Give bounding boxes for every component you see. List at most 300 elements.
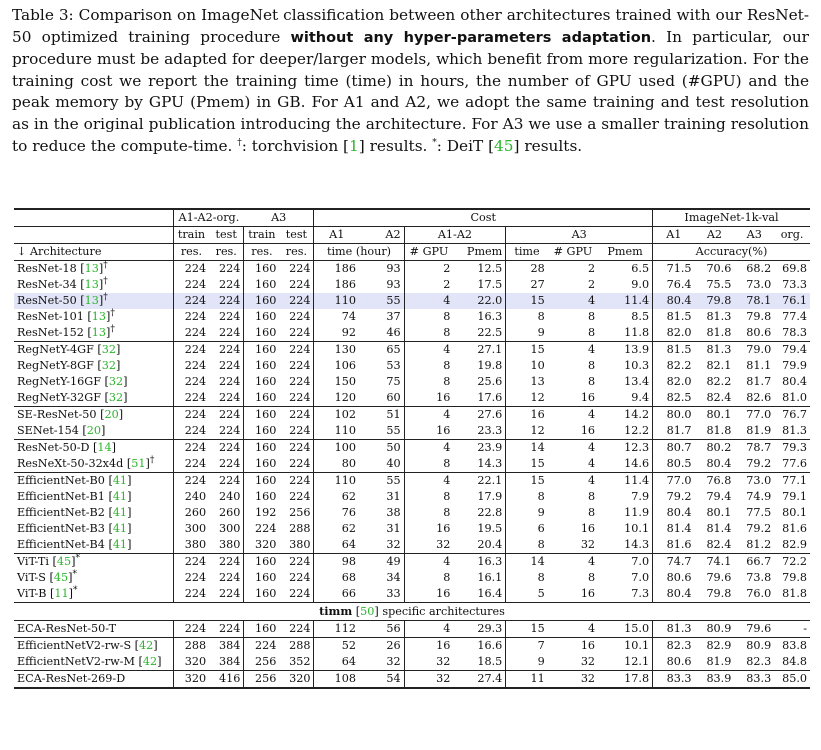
citation-link[interactable]: 11 bbox=[54, 587, 69, 600]
pmem-a3: 7.9 bbox=[631, 490, 650, 503]
citation-link[interactable]: 13 bbox=[84, 262, 99, 275]
gpu-a1a2: 8 bbox=[404, 505, 453, 521]
a1a2-train-res: 224 bbox=[173, 423, 209, 440]
architecture-name-cell bbox=[14, 293, 173, 309]
table-row bbox=[14, 570, 810, 586]
a1a2-train-res: 300 bbox=[173, 521, 209, 537]
acc-a1: 82.0 bbox=[653, 325, 695, 342]
timm-label: timm bbox=[319, 604, 353, 618]
a3-test-res: 224 bbox=[289, 278, 311, 291]
architecture-name: EfficientNet-B0 bbox=[17, 474, 105, 487]
acc-org: 81.0 bbox=[782, 391, 807, 404]
acc-org: 69.8 bbox=[774, 261, 810, 278]
gpu-a3: 2 bbox=[587, 278, 596, 291]
citation-link[interactable]: 20 bbox=[86, 424, 102, 437]
gpu-a1a2: 4 bbox=[404, 473, 453, 490]
pmem-a3: 10.1 bbox=[598, 638, 653, 655]
acc-a1: 80.0 bbox=[653, 407, 695, 424]
architecture-name: ECA-ResNet-50-T bbox=[17, 622, 117, 635]
gpu-a1a2: 8 bbox=[404, 374, 453, 390]
header-acc-a3: A3 bbox=[734, 227, 774, 244]
bracket: ] bbox=[111, 441, 117, 454]
a1a2-train-res: 224 bbox=[173, 277, 209, 293]
a1a2-train-res: 224 bbox=[173, 621, 209, 638]
pmem-a1a2: 22.0 bbox=[453, 293, 505, 309]
header-architecture: ↓ Architecture bbox=[14, 244, 173, 261]
citation-link[interactable]: 32 bbox=[101, 343, 117, 356]
bracket: ] bbox=[116, 359, 121, 372]
table-row bbox=[14, 505, 810, 521]
acc-org: 80.1 bbox=[782, 506, 807, 519]
source-mark: † bbox=[110, 308, 115, 319]
acc-a1: 81.5 bbox=[653, 342, 695, 359]
a3-train-res: 160 bbox=[244, 621, 279, 638]
a3-train-res: 160 bbox=[244, 261, 279, 278]
time-a2: 26 bbox=[359, 638, 404, 655]
a1a2-train-res: 224 bbox=[173, 358, 209, 374]
acc-org: 83.8 bbox=[774, 638, 810, 655]
pmem-a1a2: 20.4 bbox=[477, 538, 503, 551]
pmem-a3: 12.1 bbox=[624, 655, 650, 668]
pmem-a3: 14.6 bbox=[624, 457, 650, 470]
a3-train-res: 160 bbox=[244, 358, 279, 374]
acc-org: 77.4 bbox=[782, 310, 807, 323]
acc-org: 76.7 bbox=[774, 407, 810, 424]
bracket: [ bbox=[83, 326, 92, 339]
a3-train-res: 160 bbox=[244, 554, 279, 571]
acc-a3: 79.0 bbox=[734, 342, 774, 359]
a3-test-res: 224 bbox=[289, 375, 311, 388]
time-a1: 110 bbox=[314, 473, 359, 490]
pmem-a1a2: 16.6 bbox=[453, 638, 505, 655]
acc-a1: 81.5 bbox=[653, 309, 695, 325]
acc-a3: 78.1 bbox=[734, 293, 774, 309]
time-a3: 15 bbox=[506, 342, 548, 359]
pmem-a1a2: 14.3 bbox=[477, 457, 503, 470]
acc-a3: 73.0 bbox=[746, 278, 772, 291]
a1a2-test-res: 384 bbox=[209, 638, 244, 655]
acc-a2: 82.4 bbox=[706, 391, 732, 404]
acc-org: 79.3 bbox=[774, 440, 810, 457]
a1a2-test-res: 224 bbox=[209, 621, 244, 638]
citation-link[interactable]: 45 bbox=[56, 555, 72, 568]
acc-a2: 82.4 bbox=[706, 538, 732, 551]
acc-a3: 81.1 bbox=[746, 359, 772, 372]
gpu-a1a2: 4 bbox=[404, 407, 453, 424]
acc-org: 79.4 bbox=[774, 342, 810, 359]
acc-a3: 79.2 bbox=[746, 457, 772, 470]
architecture-name-cell bbox=[14, 489, 173, 505]
table-caption bbox=[12, 5, 809, 157]
header-time-hour: time (hour) bbox=[314, 244, 404, 261]
citation-link[interactable]: 14 bbox=[97, 441, 112, 454]
time-a3: 14 bbox=[506, 440, 548, 457]
acc-a2: 79.8 bbox=[695, 293, 735, 309]
a1a2-train-res: 224 bbox=[173, 554, 209, 571]
citation-link[interactable]: 13 bbox=[91, 326, 106, 339]
table-row bbox=[14, 261, 810, 278]
header-res: res. bbox=[279, 244, 314, 261]
a1a2-train-res: 224 bbox=[173, 293, 209, 309]
citation-link[interactable]: 42 bbox=[142, 655, 158, 668]
acc-a3: 80.9 bbox=[734, 638, 774, 655]
citation-link[interactable]: 41 bbox=[112, 490, 128, 503]
time-a1: 110 bbox=[314, 423, 359, 440]
a1a2-test-res: 224 bbox=[219, 391, 241, 404]
dagger-mark: † bbox=[237, 137, 242, 148]
acc-a2: 76.8 bbox=[695, 473, 735, 490]
header-pmem: Pmem bbox=[598, 244, 653, 261]
pmem-a3: 11.4 bbox=[598, 473, 653, 490]
time-a1: 64 bbox=[314, 537, 359, 554]
a1a2-train-res: 224 bbox=[173, 586, 209, 603]
pmem-a3: 9.0 bbox=[631, 278, 650, 291]
citation-link[interactable]: 51 bbox=[131, 457, 146, 470]
citation-link[interactable]: 13 bbox=[84, 294, 99, 307]
time-a2: 93 bbox=[386, 278, 401, 291]
acc-a3: 76.0 bbox=[746, 587, 772, 600]
bracket: [ bbox=[78, 424, 87, 437]
a1a2-train-res: 380 bbox=[173, 537, 209, 554]
architecture-name: EfficientNet-B3 bbox=[17, 522, 105, 535]
pmem-a1a2: 16.3 bbox=[477, 310, 503, 323]
pmem-a1a2: 25.6 bbox=[477, 375, 503, 388]
header-acc-a1: A1 bbox=[653, 227, 695, 244]
a3-train-res: 160 bbox=[244, 473, 279, 490]
caption-mid2: ] results. bbox=[358, 136, 433, 155]
acc-a2: 81.9 bbox=[706, 655, 732, 668]
table-row bbox=[14, 277, 810, 293]
source-mark: † bbox=[110, 324, 115, 335]
time-a3: 8 bbox=[506, 570, 548, 586]
time-a1: 64 bbox=[314, 654, 359, 671]
architecture-name: ViT-Ti bbox=[17, 555, 49, 568]
architecture-name: ResNet-152 bbox=[17, 326, 84, 339]
table-row bbox=[14, 621, 810, 638]
time-a1: 186 bbox=[314, 261, 359, 278]
citation-link[interactable]: 45 bbox=[494, 136, 514, 155]
citation-link[interactable]: 41 bbox=[112, 474, 128, 487]
citation-link[interactable]: 41 bbox=[112, 522, 128, 535]
a1a2-test-res: 224 bbox=[209, 342, 244, 359]
acc-a2: 83.9 bbox=[695, 671, 735, 689]
acc-a1: 81.3 bbox=[653, 621, 695, 638]
time-a2: 40 bbox=[386, 457, 401, 470]
a1a2-train-res: 224 bbox=[173, 390, 209, 407]
time-a3: 11 bbox=[506, 671, 548, 689]
time-a1: 112 bbox=[314, 621, 359, 638]
a3-test-res: 224 bbox=[279, 342, 314, 359]
acc-a1: 82.2 bbox=[653, 358, 695, 374]
pmem-a1a2: 17.9 bbox=[477, 490, 503, 503]
timm-rest: specific architectures bbox=[382, 605, 505, 618]
a3-train-res: 160 bbox=[244, 342, 279, 359]
pmem-a3: 10.3 bbox=[624, 359, 650, 372]
gpu-a3: 4 bbox=[548, 621, 598, 638]
architecture-name: EfficientNet-B2 bbox=[17, 506, 105, 519]
time-a3: 14 bbox=[506, 554, 548, 571]
bracket: ] bbox=[123, 391, 128, 404]
a3-test-res: 224 bbox=[289, 310, 311, 323]
architecture-name: RegNetY-32GF bbox=[17, 391, 101, 404]
a1a2-test-res: 224 bbox=[219, 326, 241, 339]
architecture-name-cell bbox=[14, 309, 173, 325]
time-a3: 15 bbox=[506, 473, 548, 490]
gpu-a3: 4 bbox=[548, 293, 598, 309]
citation-link[interactable]: 42 bbox=[139, 639, 154, 652]
gpu-a1a2: 2 bbox=[404, 261, 453, 278]
acc-a3: 83.3 bbox=[734, 671, 774, 689]
a1a2-test-res: 224 bbox=[219, 359, 241, 372]
time-a1: 108 bbox=[314, 671, 359, 689]
gpu-a1a2: 32 bbox=[404, 537, 453, 554]
architecture-name-cell bbox=[14, 358, 173, 374]
a3-test-res: 288 bbox=[279, 638, 314, 655]
source-mark: † bbox=[103, 276, 108, 287]
table-row bbox=[14, 440, 810, 457]
header-a3: A3 bbox=[244, 209, 314, 227]
architecture-name: EfficientNet-B1 bbox=[17, 490, 105, 503]
acc-org: 79.8 bbox=[782, 571, 807, 584]
a3-test-res: 224 bbox=[289, 326, 311, 339]
a3-train-res: 192 bbox=[244, 505, 279, 521]
pmem-a1a2: 23.3 bbox=[477, 424, 503, 437]
pmem-a3: 11.4 bbox=[598, 293, 653, 309]
bracket: ] bbox=[153, 639, 158, 652]
acc-a2: 80.1 bbox=[695, 407, 735, 424]
citation-link[interactable]: 13 bbox=[91, 310, 106, 323]
acc-a2: 80.1 bbox=[706, 506, 732, 519]
a1a2-test-res: 224 bbox=[219, 310, 241, 323]
acc-a2: 82.1 bbox=[706, 359, 732, 372]
a1a2-test-res: 380 bbox=[219, 538, 241, 551]
a1a2-test-res: 224 bbox=[219, 587, 241, 600]
time-a2: 31 bbox=[386, 522, 401, 535]
acc-a3: 79.2 bbox=[746, 522, 772, 535]
header-gpu: # GPU bbox=[548, 244, 598, 261]
acc-org: 82.9 bbox=[782, 538, 807, 551]
architecture-name-cell bbox=[14, 261, 173, 278]
bracket: [ bbox=[100, 375, 109, 388]
a3-test-res: 256 bbox=[289, 506, 311, 519]
time-a1: 120 bbox=[314, 390, 359, 407]
time-a3: 8 bbox=[506, 537, 548, 554]
bracket: [ bbox=[45, 571, 54, 584]
time-a3: 7 bbox=[506, 638, 548, 655]
gpu-a1a2: 8 bbox=[404, 570, 453, 586]
a3-test-res: 224 bbox=[279, 407, 314, 424]
pmem-a1a2: 29.3 bbox=[453, 621, 505, 638]
time-a2: 33 bbox=[386, 587, 401, 600]
a1a2-test-res: 224 bbox=[209, 293, 244, 309]
table-row bbox=[14, 358, 810, 374]
architecture-name-cell bbox=[14, 505, 173, 521]
citation-link[interactable]: 41 bbox=[112, 506, 128, 519]
time-a2: 93 bbox=[359, 261, 404, 278]
time-a1: 100 bbox=[314, 440, 359, 457]
a3-train-res: 224 bbox=[244, 521, 279, 537]
gpu-a3: 8 bbox=[587, 359, 596, 372]
gpu-a1a2: 32 bbox=[404, 654, 453, 671]
architecture-name-cell bbox=[14, 473, 173, 490]
acc-a1: 81.4 bbox=[653, 521, 695, 537]
bracket: ] bbox=[127, 474, 132, 487]
acc-a1: 82.5 bbox=[653, 390, 695, 407]
bracket: [ bbox=[93, 343, 102, 356]
bracket: ] bbox=[101, 424, 106, 437]
a3-train-res: 160 bbox=[244, 586, 279, 603]
a3-test-res: 224 bbox=[289, 490, 311, 503]
time-a1: 76 bbox=[314, 505, 359, 521]
a3-train-res: 160 bbox=[244, 309, 279, 325]
time-a3: 28 bbox=[506, 261, 548, 278]
a3-test-res: 224 bbox=[289, 457, 311, 470]
gpu-a3: 2 bbox=[548, 261, 598, 278]
gpu-a3: 4 bbox=[548, 342, 598, 359]
time-a2: 55 bbox=[386, 424, 401, 437]
citation-link[interactable]: 32 bbox=[108, 391, 124, 404]
header-a3-cost: A3 bbox=[506, 227, 653, 244]
time-a3: 27 bbox=[506, 277, 548, 293]
time-a3: 16 bbox=[506, 407, 548, 424]
citation-link[interactable]: 1 bbox=[349, 136, 359, 155]
pmem-a3: 7.0 bbox=[631, 571, 650, 584]
bracket: ] bbox=[116, 343, 121, 356]
acc-a3: 82.3 bbox=[746, 655, 772, 668]
gpu-a3: 32 bbox=[580, 655, 596, 668]
a3-test-res: 224 bbox=[289, 391, 311, 404]
gpu-a3: 8 bbox=[587, 326, 596, 339]
pmem-a1a2: 17.6 bbox=[477, 391, 503, 404]
a1a2-test-res: 224 bbox=[219, 278, 241, 291]
architecture-name: ViT-B bbox=[17, 587, 47, 600]
bracket: [ bbox=[48, 555, 57, 568]
a1a2-train-res: 260 bbox=[173, 505, 209, 521]
a1a2-test-res: 224 bbox=[219, 571, 241, 584]
table-row bbox=[14, 654, 810, 671]
gpu-a3: 8 bbox=[587, 310, 596, 323]
citation-link[interactable]: 32 bbox=[108, 375, 124, 388]
citation-link[interactable]: 45 bbox=[53, 571, 69, 584]
bracket: ] bbox=[157, 655, 162, 668]
acc-a3: 79.8 bbox=[746, 310, 772, 323]
architecture-name-cell bbox=[14, 554, 173, 571]
bracket: [ bbox=[123, 457, 132, 470]
architecture-name-cell bbox=[14, 586, 173, 603]
architecture-name: ResNet-50 bbox=[17, 294, 77, 307]
bracket: [ bbox=[104, 522, 113, 535]
architecture-name: SENet-154 bbox=[17, 424, 79, 437]
a1a2-train-res: 224 bbox=[173, 440, 209, 457]
header-accuracy: Accuracy(%) bbox=[653, 244, 810, 261]
pmem-a3: 9.4 bbox=[631, 391, 650, 404]
acc-a2: 82.2 bbox=[706, 375, 732, 388]
star-mark: * bbox=[432, 137, 437, 148]
gpu-a1a2: 8 bbox=[404, 456, 453, 473]
bracket: [ bbox=[131, 639, 140, 652]
gpu-a1a2: 16 bbox=[404, 521, 453, 537]
citation-link[interactable]: 13 bbox=[84, 278, 99, 291]
gpu-a1a2: 32 bbox=[404, 671, 453, 689]
a1a2-train-res: 224 bbox=[173, 374, 209, 390]
acc-org: 77.6 bbox=[782, 457, 807, 470]
time-a2: 49 bbox=[359, 554, 404, 571]
citation-link[interactable]: 32 bbox=[101, 359, 117, 372]
architecture-name-cell bbox=[14, 342, 173, 359]
architecture-name: RegNetY-16GF bbox=[17, 375, 101, 388]
a3-train-res: 160 bbox=[244, 489, 279, 505]
citation-link[interactable]: 41 bbox=[112, 538, 128, 551]
a1a2-train-res: 224 bbox=[173, 325, 209, 342]
acc-org: 79.9 bbox=[782, 359, 807, 372]
time-a3: 15 bbox=[506, 621, 548, 638]
table-row bbox=[14, 293, 810, 309]
header-org: org. bbox=[774, 227, 810, 244]
pmem-a3: 17.8 bbox=[598, 671, 653, 689]
citation-link[interactable]: 50 bbox=[360, 605, 375, 618]
pmem-a3: 15.0 bbox=[598, 621, 653, 638]
acc-a1: 83.3 bbox=[653, 671, 695, 689]
time-a1: 106 bbox=[314, 358, 359, 374]
architecture-name-cell bbox=[14, 456, 173, 473]
acc-a3: 79.6 bbox=[734, 621, 774, 638]
gpu-a1a2: 8 bbox=[404, 489, 453, 505]
pmem-a3: 14.3 bbox=[624, 538, 650, 551]
architecture-name: EfficientNet-B4 bbox=[17, 538, 105, 551]
time-a3: 12 bbox=[506, 390, 548, 407]
pmem-a3: 13.4 bbox=[624, 375, 650, 388]
pmem-a1a2: 16.3 bbox=[453, 554, 505, 571]
caption-mid: . In particular, our procedure must be adapted for deeper/larger models, which benefit from more regularization. For the training cost we report the training time (time) in hours, the number of GPU used (#GPU) and the peak memory by GPU (Pmem) in GB. For A1 and A2, we adopt the same training and test resolution as in the original publication introducing the architecture. For A3 we use a smaller training resolution to reduce the compute-time. bbox=[12, 27, 809, 155]
acc-a3: 80.6 bbox=[746, 326, 772, 339]
time-a3: 9 bbox=[506, 505, 548, 521]
source-mark: † bbox=[103, 260, 108, 271]
gpu-a3: 4 bbox=[548, 554, 598, 571]
time-a1: 80 bbox=[314, 456, 359, 473]
acc-a2: 70.6 bbox=[695, 261, 735, 278]
header-acc-a2: A2 bbox=[695, 227, 735, 244]
gpu-a3: 16 bbox=[580, 522, 596, 535]
acc-org: 81.6 bbox=[782, 522, 807, 535]
a1a2-test-res: 224 bbox=[209, 407, 244, 424]
a3-train-res: 320 bbox=[244, 537, 279, 554]
time-a1: 62 bbox=[314, 521, 359, 537]
time-a2: 54 bbox=[359, 671, 404, 689]
acc-a1: 80.4 bbox=[653, 505, 695, 521]
time-a2: 60 bbox=[386, 391, 401, 404]
gpu-a1a2: 16 bbox=[404, 586, 453, 603]
bracket: [ bbox=[83, 310, 92, 323]
a3-test-res: 352 bbox=[289, 655, 311, 668]
bracket: ] bbox=[145, 457, 150, 470]
acc-a2: 80.2 bbox=[695, 440, 735, 457]
architecture-name: RegNetY-8GF bbox=[17, 359, 94, 372]
header-imagenet: ImageNet-1k-val bbox=[653, 209, 810, 227]
a1a2-test-res: 260 bbox=[219, 506, 241, 519]
table-row bbox=[14, 423, 810, 440]
a1a2-train-res: 224 bbox=[173, 342, 209, 359]
pmem-a3: 12.3 bbox=[598, 440, 653, 457]
pmem-a1a2: 27.6 bbox=[453, 407, 505, 424]
citation-link[interactable]: 20 bbox=[104, 408, 119, 421]
time-a3: 15 bbox=[506, 293, 548, 309]
acc-a1: 80.7 bbox=[653, 440, 695, 457]
architecture-name: EfficientNetV2-rw-M bbox=[17, 655, 135, 668]
time-a2: 53 bbox=[386, 359, 401, 372]
time-a1: 130 bbox=[314, 342, 359, 359]
a3-train-res: 160 bbox=[244, 456, 279, 473]
a3-train-res: 256 bbox=[244, 671, 279, 689]
